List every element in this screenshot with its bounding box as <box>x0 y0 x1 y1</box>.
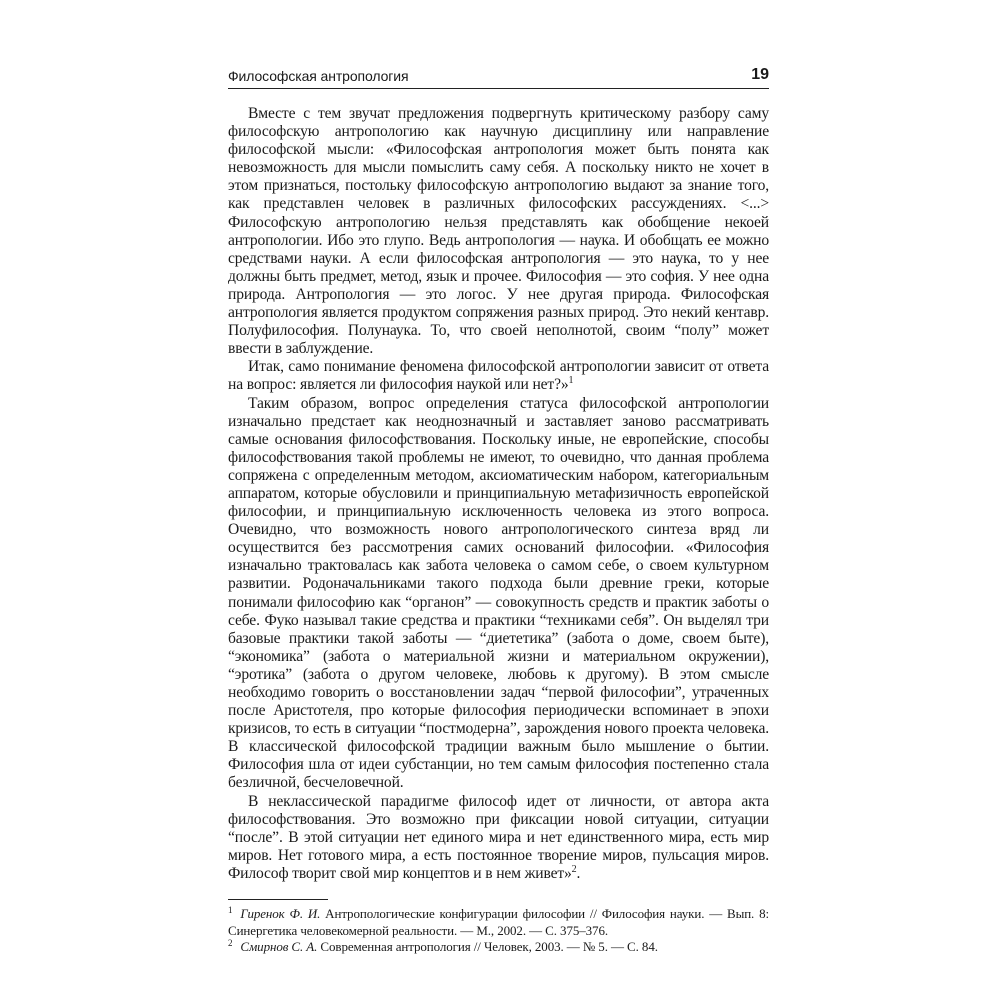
page-number: 19 <box>751 66 769 83</box>
paragraph: В неклассической парадигме философ идет от личности, от автора акта философствования. Это возможно при фиксации новой ситуации, ситуации “после”. В этой ситуации нет единого мира и нет единственного мира, есть мир миров. Нет готового мира, а есть постоянное творение миров, пульсация миров. Философ творит свой мир концептов и в нем живет»$^2$. <box>228 792 769 882</box>
footnote: $^1$ Гиренок Ф. И. Антропологические конфигурации философии // Философия науки. — Вып. 8: Синергетика человекомерной реальности. — М., 2002. — С. 375–376. <box>228 904 769 938</box>
page-header <box>228 66 769 89</box>
paragraph: Итак, само понимание феномена философской антропологии зависит от ответа на вопрос: является ли философия наукой или нет?»$^1$ <box>228 358 769 394</box>
footnote-author: Смирнов С. А. <box>240 939 318 955</box>
footnote-ref[interactable]: 1 <box>568 375 574 387</box>
body-text <box>228 105 769 883</box>
footnote-divider <box>228 899 328 900</box>
footnote: $^2$ Смирнов С. А. Современная антропология // Человек, 2003. — № 5. — С. 84. <box>228 937 658 955</box>
paragraph: Таким образом, вопрос определения статуса философской антропологии изначально предстает как неоднозначный и заставляет заново рассматривать самые основания философствования. Поскольку иные, не европейские, способы философствования такой проблемы не имеют, то очевидно, что данная проблема сопряжена с определенным методом, аксиоматическим набором, категориальным аппаратом, которые обусловили и принципиальную метафизичность европейской философии, и принципиальную исключенность человека из этого вопроса. Очевидно, что возможность нового антропологического синтеза вряд ли осуществится без рассмотрения самих оснований философии. «Философия изначально трактовалась как забота человека о самом себе, о своем культурном развитии. Родоначальниками такого подхода были древние греки, которые понимали философию как “органон” — совокупность средств и практик заботы о себе. Фуко называл такие средства и практики “техниками себя”. Он выделял три базовые практики такой заботы — “диететика” (забота о доме, своем быте), “экономика” (забота о материальной жизни и материальном окружении), “эротика” (забота о другом человеке, любовь к другому). В этом смысле необходимо говорить о восстановлении задач “первой философии”, утраченных после Аристотеля, про которые философия периодически вспоминает в эпохи кризисов, то есть в ситуации “постмодерна”, зарождения нового проекта человека. В классической философской традиции важным было мышление о бытии. Философия шла от идеи субстанции, но тем самым философия постепенно стала безличной, бесчеловечной. <box>228 394 769 792</box>
footnote-ref[interactable]: 2 <box>571 863 577 875</box>
paragraph: Вместе с тем звучат предложения подвергнуть критическому разбору саму философскую антропологию как научную дисциплину или направление философской мысли: «Философская антропология может быть понята как невозможность для мысли помыслить саму себя. А поскольку никто не хочет в этом признаться, постольку философскую антропологию выдают за знание того, как представлен человек в различных философских рассуждениях. <...> Философскую антропологию нельзя представлять как обобщение некоей антропологии. Ибо это глупо. Ведь антропология — наука. И обобщать ее можно средствами науки. А если философская антропология — это наука, то у нее должны быть предмет, метод, язык и прочее. Философия — это софия. У нее одна природа. Антропология — это логос. У нее другая природа. Философская антропология является продуктом сопряжения разных природ. Это некий кентавр. Полуфилософия. Полунаука. То, что своей неполнотой, своим “полу” может ввести в заблуждение. <box>228 105 769 358</box>
running-head: Философская антропология <box>228 68 409 84</box>
footnote-list <box>228 906 769 956</box>
book-page <box>228 66 769 956</box>
footnote-author: Гиренок Ф. И. <box>240 906 321 922</box>
